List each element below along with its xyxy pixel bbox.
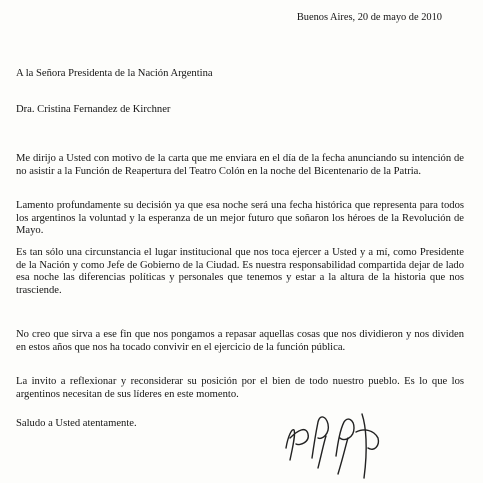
letter-date: Buenos Aires, 20 de mayo de 2010 (296, 12, 442, 23)
signature-icon (278, 408, 388, 483)
letter-addressee: A la Señora Presidenta de la Nación Argentina (16, 68, 213, 79)
letter-closing: Saludo a Usted atentamente. (16, 418, 137, 429)
letter-paragraph-5: La invito a reflexionar y reconsiderar su posición por el bien de todo nuestro pueblo. Es lo que los argentinos necesitan de sus líderes en este momento. (16, 376, 464, 400)
letter-paragraph-2: Lamento profundamente su decisión ya que esa noche será una fecha histórica que representa para todos los argentinos la voluntad y la esperanza de un mejor futuro que soñaron los héroes de la Revolución de Mayo. (16, 200, 464, 237)
recipient-name: Dra. Cristina Fernandez de Kirchner (16, 104, 171, 115)
letter-paragraph-3: Es tan sólo una circunstancia el lugar institucional que nos toca ejercer a Usted y a mí, como Presidente de la Nación y como Jefe de Gobierno de la Ciudad. Es nuestra responsabilidad compartida dejar de lado esa noche las diferencias políticas y personales que tenemos y estar a la altura de la historia que nos trasciende. (16, 247, 464, 297)
letter-paragraph-4: No creo que sirva a ese fin que nos pongamos a repasar aquellas cosas que nos dividieron y nos dividen en estos años que nos ha tocado convivir en el ejercicio de la función pública. (16, 329, 464, 353)
letter-paragraph-1: Me dirijo a Usted con motivo de la carta que me enviara en el día de la fecha anunciando su intención de no asistir a la Función de Reapertura del Teatro Colón en la noche del Bicentenario de la Patria. (16, 153, 464, 177)
